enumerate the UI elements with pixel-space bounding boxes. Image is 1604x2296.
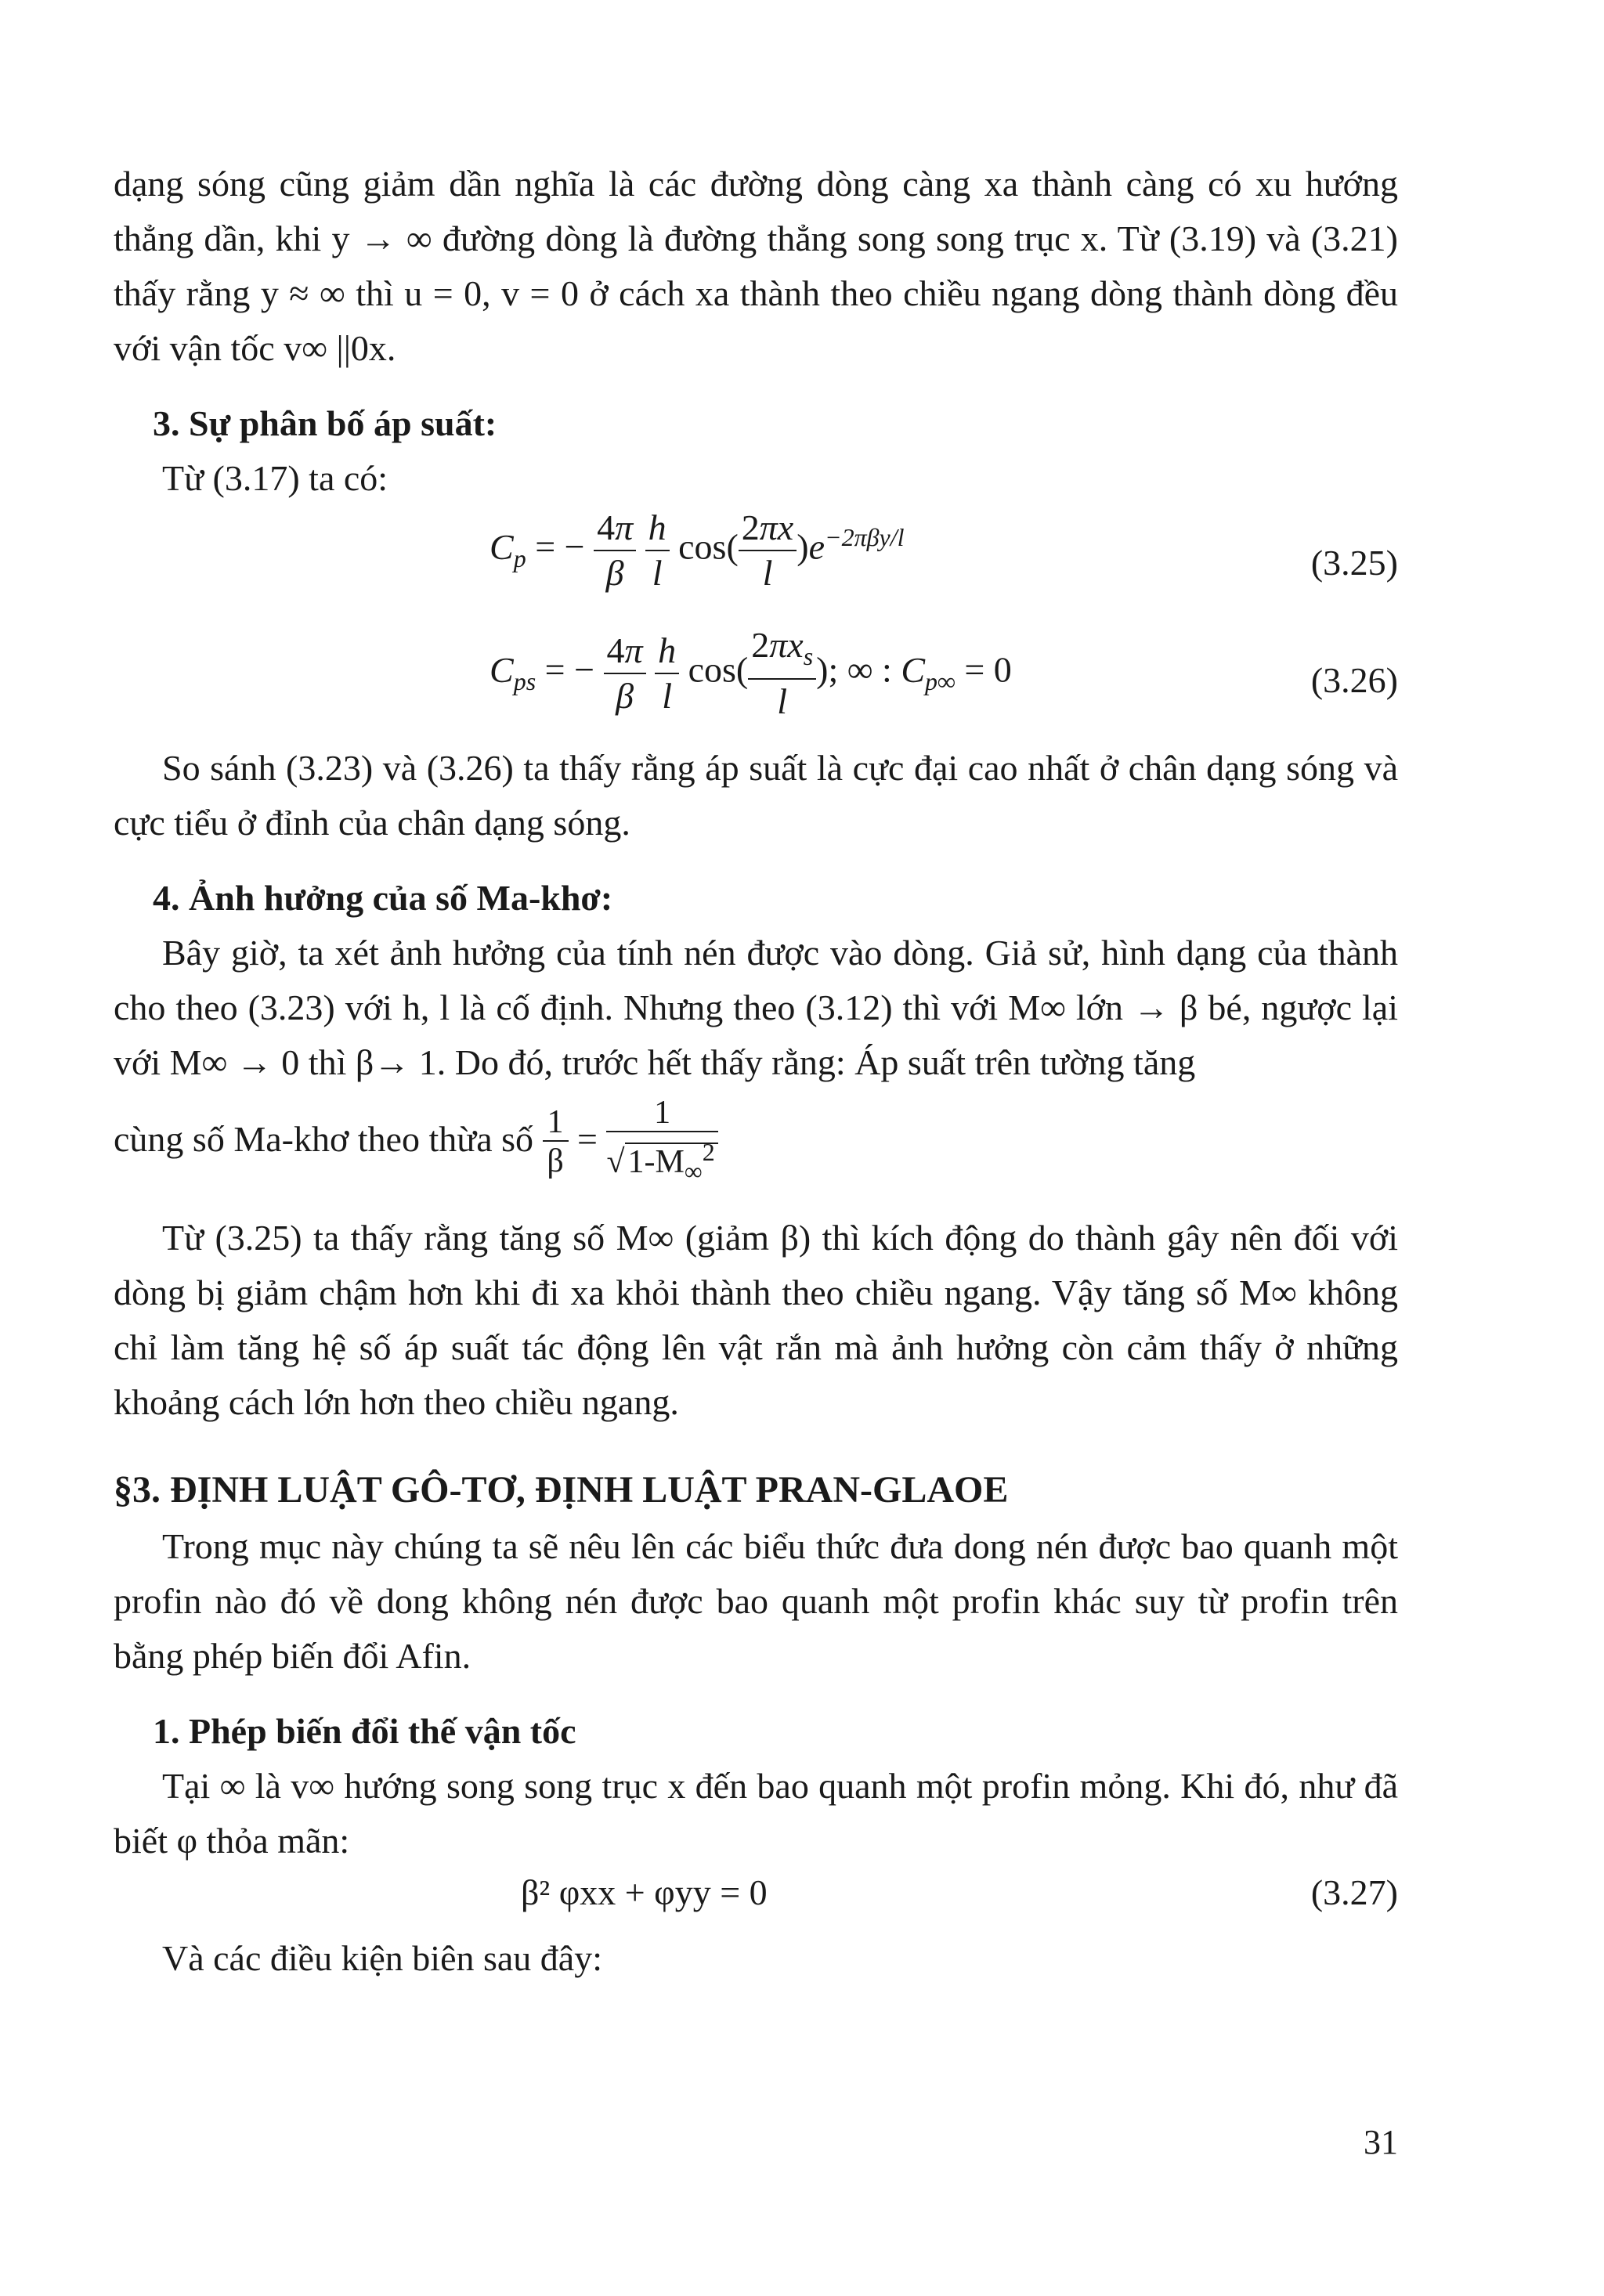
mach-factor-root: $\frac{1}{√1-M_\infty^2}$ (606, 1095, 717, 1190)
page-content (114, 157, 1398, 1986)
paragraph: Trong mục này chúng ta sẽ nêu lên các biểu thức đưa dong nén được bao quanh một profin nào đó về dong không nén được bao quanh một profin khác suy từ profin trên bằng phép biến đổi Afin. (114, 1526, 1398, 1677)
equation-body: $C_{ps}$ = − $\frac{4\pi}{\beta}$ $\frac{h}{l}$ cos( $\frac{2\pi x_s}{l}$ ); ∞ : $C_{p\infty} = 0$ (490, 625, 1012, 722)
equation-number: (3.27) (1310, 1872, 1398, 1913)
section-heading: 1. Phép biến đổi thế vận tốc (153, 1711, 576, 1752)
chapter-heading: §3. ĐỊNH LUẬT GÔ-TƠ, ĐỊNH LUẬT PRAN-GLAOE (114, 1469, 1009, 1511)
paragraph: dạng sóng cũng giảm dần nghĩa là các đường dòng càng xa thành càng có xu hướng thẳng dần, khi y → ∞ đường dòng là đường thẳng song song trục x. Từ (3.19) và (3.21) thấy rằng y ≈ ∞ thì u = 0, v = 0 ở cách xa thành theo chiều ngang dòng thành dòng đều với vận tốc v∞ ||0x. (114, 164, 1398, 368)
section-heading: 3. Sự phân bố áp suất: (153, 403, 497, 443)
equation-3-25 (114, 506, 1398, 623)
paragraph: So sánh (3.23) và (3.26) ta thấy rằng áp suất là cực đại cao nhất ở chân dạng sóng và cực tiểu ở đỉnh của chân dạng sóng. (114, 748, 1398, 843)
equation-body: β² φxx + φyy = 0 (521, 1872, 768, 1913)
equation-number: (3.26) (1310, 660, 1398, 700)
paragraph-tail-text: cùng số Ma-khơ theo thừa số (114, 1118, 534, 1159)
equation-number: (3.25) (1310, 543, 1398, 583)
section-heading: 4. Ảnh hưởng của số Ma-khơ: (153, 878, 613, 918)
page-number: 31 (1364, 2123, 1398, 2161)
paragraph: Từ (3.17) ta có: (162, 458, 388, 498)
paragraph: Bây giờ, ta xét ảnh hưởng của tính nén được vào dòng. Giả sử, hình dạng của thành cho theo (3.23) với h, l là cố định. Nhưng theo (3.12) thì với M∞ lớn → β bé, ngược lại với M∞ → 0 thì β→ 1. Do đó, trước hết thấy rằng: Áp suất trên tường tăng (114, 933, 1398, 1082)
mach-factor: $\frac{1}{\beta}$ (543, 1104, 569, 1181)
paragraph: Và các điều kiện biên sau đây: (162, 1938, 602, 1979)
paragraph-tail: cùng số Ma-khơ theo thừa số $\frac{1}{\beta}$ = $\frac{1}{√1-M_\infty^2}$ (114, 1095, 1398, 1190)
equation-3-26 (114, 623, 1398, 741)
equation-body: $C_p$ = − $\frac{4\pi}{\beta}$ $\frac{h}{l}$ cos( $\frac{2\pi x}{l}$ )$e^{-2\pi\beta y/l}$ (490, 507, 905, 593)
paragraph: Từ (3.25) ta thấy rằng tăng số M∞ (giảm β) thì kích động do thành gây nên đối với dòng bị giảm chậm hơn khi đi xa khỏi thành theo chiều ngang. Vậy tăng số M∞ không chỉ làm tăng hệ số áp suất tác động lên vật rắn mà ảnh hưởng còn cảm thấy ở những khoảng cách lớn hơn theo chiều ngang. (114, 1218, 1398, 1423)
paragraph: Tại ∞ là v∞ hướng song song trục x đến bao quanh một profin mỏng. Khi đó, như đã biết φ thỏa mãn: (114, 1766, 1398, 1861)
equation-3-27 (114, 1868, 1398, 1931)
